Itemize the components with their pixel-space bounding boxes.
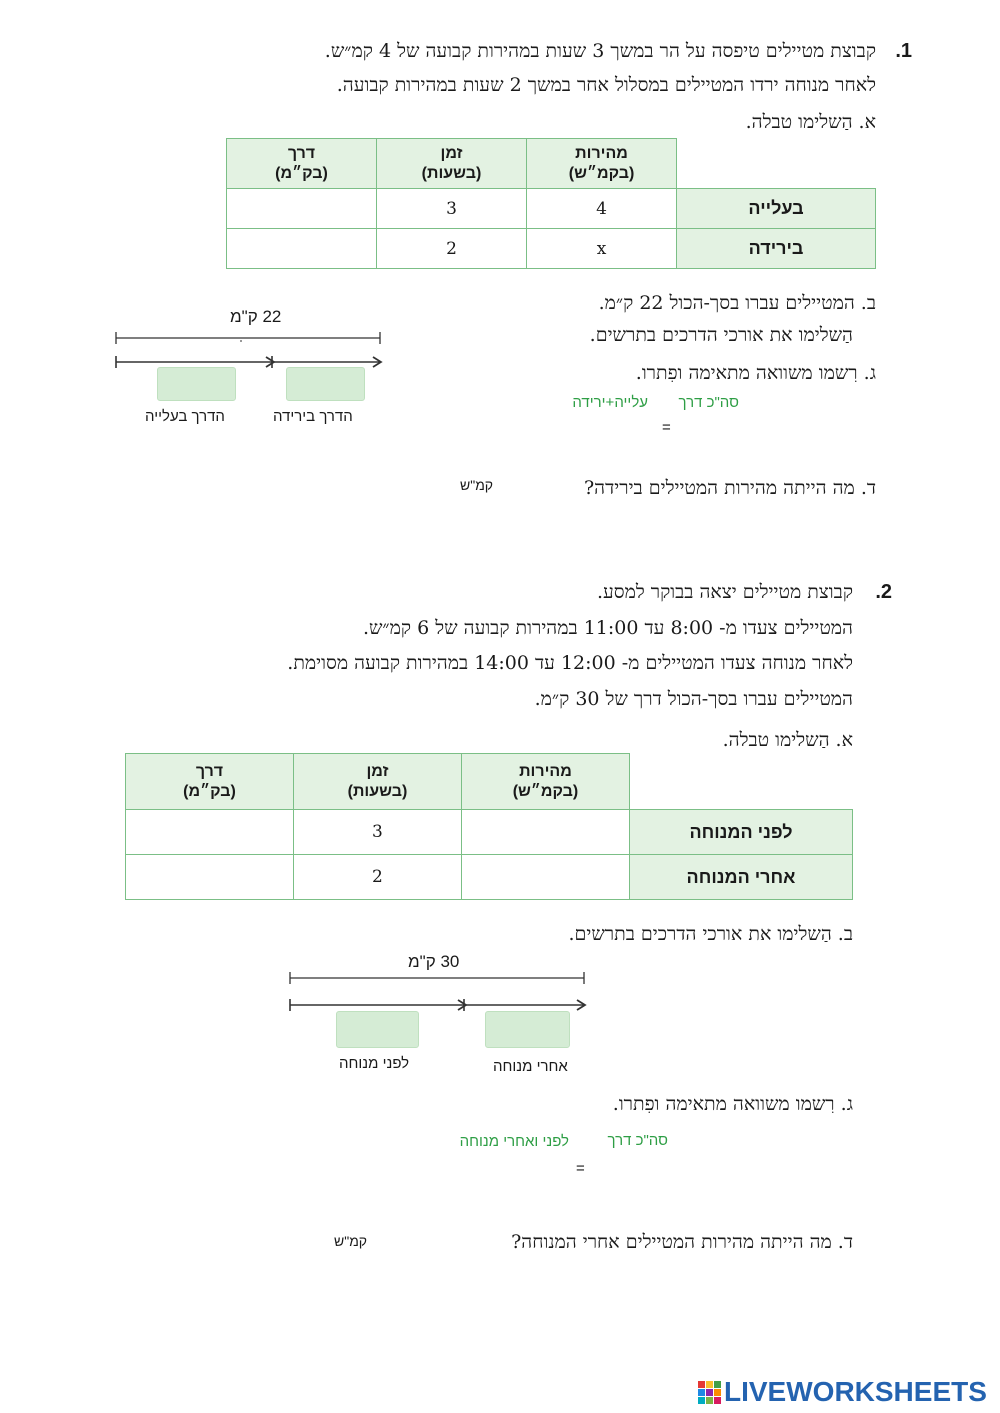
q2-row-label-before: לפני המנוחה <box>629 810 852 855</box>
q1-up-time: 3 <box>376 189 526 229</box>
q2-before-time: 3 <box>293 810 461 855</box>
q1-up-distance-input[interactable] <box>227 189 377 229</box>
q1-header-distance: דרך (בק״מ) <box>227 139 377 189</box>
liveworksheets-logo-icon <box>697 1380 723 1406</box>
q1-part-d: ד. מה הייתה מהירות המטיילים בירידה? <box>584 477 876 499</box>
q1-line2: לאחר מנוחה ירדו המטיילים במסלול אחר במשך 2 שעות במהירות קבועה. <box>336 74 876 96</box>
brand-wordmark: LIVEWORKSHEETS <box>724 1376 987 1407</box>
q2-header-distance: דרך (בק״מ) <box>126 754 294 810</box>
q1-part-b-line2: הַשלימו את אורכי הדרכים בתרשים. <box>589 324 853 346</box>
q2-after-time: 2 <box>293 855 461 900</box>
q2-header-time: זמן (בשעות) <box>293 754 461 810</box>
q2-part-b: ב. הַשלימו את אורכי הדרכים בתרשים. <box>568 923 853 945</box>
q1-row-label-down: בירידה <box>677 229 876 269</box>
q2-line3: לאחר מנוחה צעדו המטיילים מ- 12:00 עד 14:00 במהירות קבועה מסוימת. <box>287 652 853 674</box>
q1-up-speed: 4 <box>526 189 676 229</box>
table-row <box>126 855 853 900</box>
q1-row-label-up: בעלייה <box>677 189 876 229</box>
q1-eq-right: סה"כ דרך <box>678 394 739 411</box>
table-row <box>227 229 876 269</box>
q1-segment-diagram <box>110 326 390 371</box>
q2-number: .2 <box>875 581 892 603</box>
q2-line2: המטיילים צעדו מ- 8:00 עד 11:00 במהירות קבועה של 6 קמ״ש. <box>362 617 853 639</box>
q1-part-b-line1: ב. המטיילים עברו בסך-הכול 22 ק״מ. <box>598 292 876 314</box>
q1-part-c: ג. רִשמו משוואה מתאימה ופִתרו. <box>635 362 876 384</box>
q2-line4: המטיילים עברו בסך-הכול דרך של 30 ק״מ. <box>534 688 853 710</box>
table-row <box>227 189 876 229</box>
q2-line1: קבוצת מטיילים יצאה בבוקר למסע. <box>596 581 853 603</box>
q2-label-after: אחרי מנוחה <box>493 1058 568 1075</box>
q2-eq-right: סה"כ דרך <box>607 1132 668 1149</box>
q2-diagram-total: 30 ק"מ <box>408 952 460 971</box>
q1-down-length-input[interactable] <box>286 367 365 401</box>
q2-before-distance-input[interactable] <box>126 810 294 855</box>
q1-table <box>226 138 876 269</box>
q1-number: .1 <box>895 40 912 62</box>
q2-part-d: ד. מה הייתה מהירות המטיילים אחרי המנוחה? <box>511 1231 853 1253</box>
q1-header-time: זמן (בשעות) <box>376 139 526 189</box>
q2-eq-left: לפני ואחרי מנוחה <box>459 1133 569 1150</box>
q2-table <box>125 753 853 900</box>
q1-label-down: הדרך בירידה <box>273 408 353 425</box>
q1-label-up: הדרך בעלייה <box>145 408 225 425</box>
q1-eq-sign: = <box>662 419 671 436</box>
q2-segment-diagram <box>284 970 594 1015</box>
q1-d-unit: קמ"ש <box>460 477 494 493</box>
q2-part-a: א. הַשלימו טבלה. <box>722 729 853 751</box>
q1-down-time: 2 <box>376 229 526 269</box>
q1-down-speed: x <box>526 229 676 269</box>
q2-d-unit: קמ"ש <box>334 1233 368 1249</box>
q1-part-a: א. הַשלימו טבלה. <box>745 111 876 133</box>
q1-diagram-total: 22 ק"מ <box>230 307 282 326</box>
q1-eq-left: עלייה+ירידה <box>572 394 648 411</box>
q1-line1: קבוצת מטיילים טיפסה על הר במשך 3 שעות במהירות קבועה של 4 קמ״ש. <box>324 40 876 62</box>
q2-part-c: ג. רִשמו משוואה מתאימה ופִתרו. <box>612 1093 853 1115</box>
q2-label-before: לפני מנוחה <box>339 1055 410 1072</box>
q2-header-speed: מהירות (בקמ״ש) <box>461 754 629 810</box>
q2-eq-sign: = <box>576 1160 585 1177</box>
q1-header-speed: מהירות (בקמ״ש) <box>526 139 676 189</box>
q2-before-speed-input[interactable] <box>461 810 629 855</box>
table-row <box>126 810 853 855</box>
q2-after-length-input[interactable] <box>485 1011 570 1048</box>
q1-down-distance-input[interactable] <box>227 229 377 269</box>
q2-after-speed-input[interactable] <box>461 855 629 900</box>
q2-after-distance-input[interactable] <box>126 855 294 900</box>
q2-before-length-input[interactable] <box>336 1011 419 1048</box>
q1-up-length-input[interactable] <box>157 367 236 401</box>
q2-row-label-after: אחרי המנוחה <box>629 855 852 900</box>
